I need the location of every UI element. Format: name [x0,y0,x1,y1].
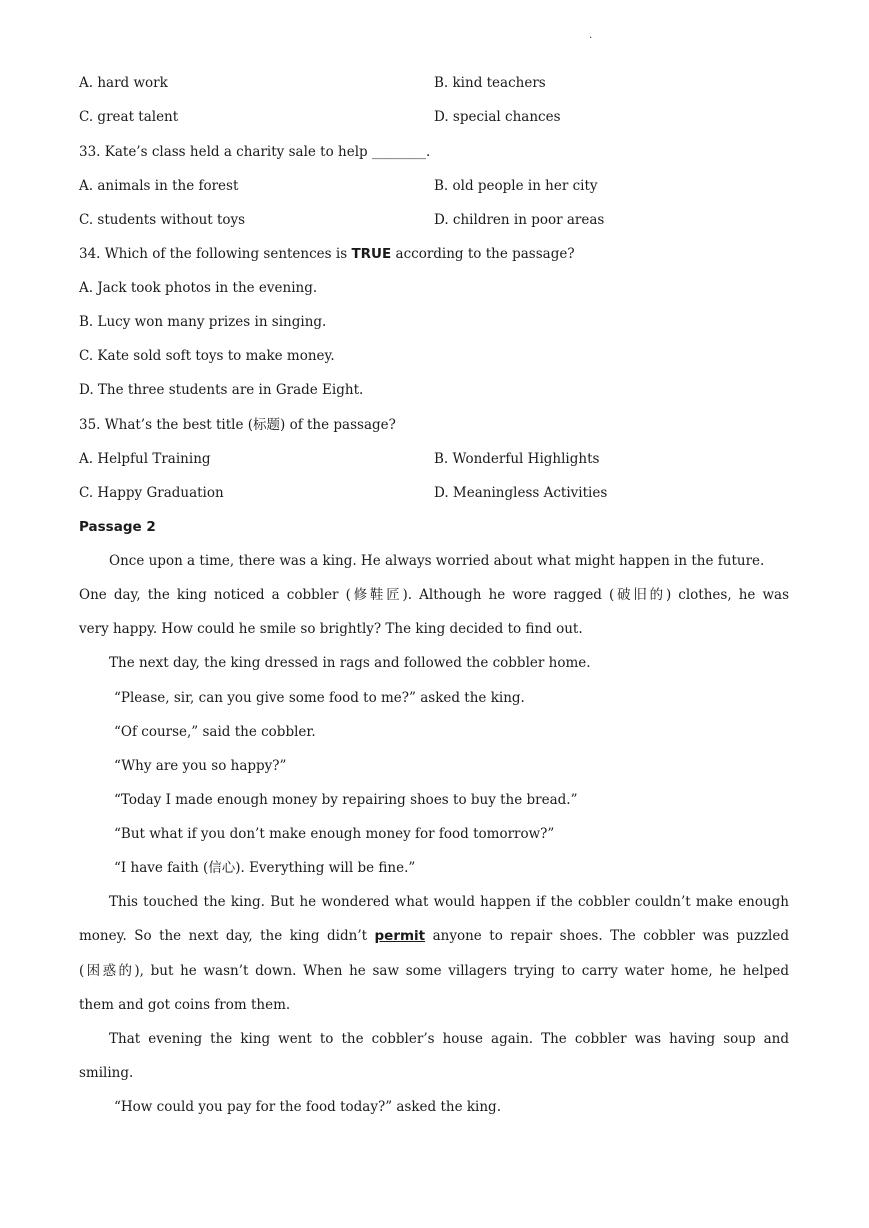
q33-option-a: A. animals in the forest [79,178,239,194]
q35-option-d: D. Meaningless Activities [434,485,608,501]
dialogue-line: “Of course,” said the cobbler. [114,724,316,740]
q35-option-a: A. Helpful Training [79,451,211,467]
q32-option-d: D. special chances [434,109,561,125]
passage-title: Passage 2 [79,519,156,535]
q32-option-c: C. great talent [79,109,179,125]
dialogue-line: “Today I made enough money by repairing shoes to buy the bread.” [114,792,578,808]
keyword-permit: permit [374,928,426,944]
q32-option-b: B. kind teachers [434,75,546,91]
q34-option-b: B. Lucy won many prizes in singing. [79,314,327,330]
passage-p3-line3: (困惑的), but he wasn’t down. When he saw some villagers trying to carry water home, he helped [79,963,789,979]
q32-option-a: A. hard work [79,75,168,91]
passage-p1-line2: One day, the king noticed a cobbler (修鞋匠). Although he wore ragged (破旧的) clothes, he was [79,587,789,603]
q33-option-c: C. students without toys [79,212,246,228]
passage-p4-line1: That evening the king went to the cobbler’s house again. The cobbler was having soup and [109,1031,789,1047]
passage-p3-line2-after: anyone to repair shoes. The cobbler was puzzled [425,928,789,944]
passage-p3-line2 [79,926,789,946]
passage-p3-line4: them and got coins from them. [79,997,291,1013]
q34-option-c: C. Kate sold soft toys to make money. [79,348,335,364]
dialogue-line: “I have faith (信心). Everything will be fine.” [114,860,416,876]
passage-p1-line1: Once upon a time, there was a king. He always worried about what might happen in the future. [109,553,765,569]
q33-option-d: D. children in poor areas [434,212,605,228]
dialogue-line: “Please, sir, can you give some food to me?” asked the king. [114,690,525,706]
header-mark: . [589,30,593,41]
q34-option-d: D. The three students are in Grade Eight. [79,382,364,398]
dialogue-line: “Why are you so happy?” [114,758,287,774]
q34-option-a: A. Jack took photos in the evening. [79,280,318,296]
dialogue-line: “But what if you don’t make enough money for food tomorrow?” [114,826,555,842]
passage-p5: “How could you pay for the food today?” asked the king. [114,1099,501,1115]
q34-stem-after: according to the passage? [391,246,575,262]
passage-p2: The next day, the king dressed in rags and followed the cobbler home. [109,655,591,671]
q35-stem: 35. What’s the best title (标题) of the passage? [79,417,396,433]
passage-p3-line1: This touched the king. But he wondered what would happen if the cobbler couldn’t make enough [109,894,789,910]
q33-option-b: B. old people in her city [434,178,598,194]
q34-stem [79,244,575,264]
q35-option-c: C. Happy Graduation [79,485,224,501]
q33-stem: 33. Kate’s class held a charity sale to help ________. [79,144,431,160]
passage-p4-line2: smiling. [79,1065,134,1081]
q34-stem-keyword: TRUE [351,246,392,262]
q35-option-b: B. Wonderful Highlights [434,451,600,467]
q34-stem-before: 34. Which of the following sentences is [79,246,352,262]
passage-p3-line2-before: money. So the next day, the king didn’t [79,928,375,944]
passage-p1-line3: very happy. How could he smile so brightly? The king decided to find out. [79,621,583,637]
